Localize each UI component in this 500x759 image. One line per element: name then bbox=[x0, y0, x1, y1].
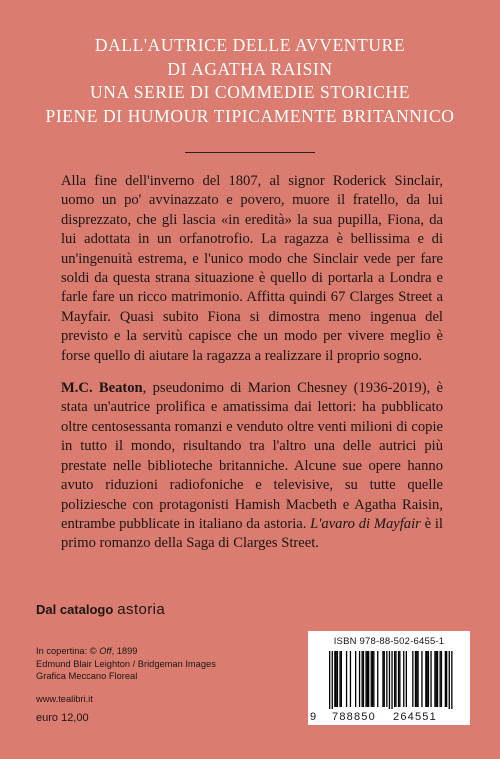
barcode-bar bbox=[329, 651, 330, 709]
cover-credit-prefix: In copertina: © bbox=[36, 646, 100, 656]
cover-credits bbox=[36, 645, 216, 705]
barcode-bar bbox=[446, 651, 447, 707]
artist-credit: Edmund Blair Leighton / Bridgeman Images bbox=[36, 658, 216, 669]
barcode-bar bbox=[373, 651, 374, 707]
barcode-bar bbox=[394, 651, 395, 707]
barcode-bar bbox=[341, 651, 342, 707]
ean-first-digit: 9 bbox=[310, 711, 318, 723]
publisher-logo: astoria bbox=[117, 601, 166, 618]
barcode-bar bbox=[430, 651, 431, 707]
catalog-line bbox=[36, 601, 165, 618]
author-name: M.C. Beaton bbox=[61, 380, 143, 397]
barcode-bar bbox=[384, 651, 385, 707]
barcode-bar bbox=[416, 651, 417, 707]
barcode-bar bbox=[415, 651, 416, 707]
series-tagline bbox=[0, 34, 500, 128]
barcode-bar bbox=[368, 651, 369, 707]
barcode-bar bbox=[382, 651, 383, 707]
barcode-bar bbox=[451, 651, 452, 709]
author-bio-paragraph bbox=[61, 379, 443, 554]
barcode-bar bbox=[421, 651, 422, 707]
barcode-bar bbox=[363, 651, 364, 707]
barcode-bar bbox=[371, 651, 372, 707]
barcode-bar bbox=[359, 651, 360, 707]
barcode-bar bbox=[355, 651, 356, 707]
barcode-bar bbox=[332, 651, 333, 709]
tagline-line-3: UNA SERIE DI COMMEDIE STORICHE bbox=[89, 82, 411, 102]
barcode-bar bbox=[412, 651, 413, 707]
barcode-bar bbox=[398, 651, 399, 707]
barcode-bar bbox=[334, 651, 335, 707]
ean-left-digits: 788850 bbox=[332, 711, 376, 723]
barcode-bar bbox=[441, 651, 442, 707]
tagline-line-2: DI AGATHA RAISIN bbox=[167, 58, 333, 79]
barcode-bar bbox=[389, 651, 390, 709]
tagline-line-1: DALL'AUTRICE DELLE AVVENTURE bbox=[94, 35, 406, 55]
barcode-bar bbox=[346, 651, 347, 707]
barcode-bar bbox=[395, 651, 396, 707]
synopsis-paragraph: Alla fine dell'inverno del 1807, al signor Roderick Sinclair, uomo un po' avvinazzato e povero, muore il fratello, da lui disprezzato, che gli lascia «in eredità» la sua pupilla, Fiona, da lui adottata in un orfanotrofio. La ragazza è bellissima e di un'ingenuità estrema, e l'unico modo che Sinclair vede per fare soldi da questa strana situazione è quello di portarla a Londra e farle fare un ricco matrimonio. Affitta quindi 67 Clarges Street a Mayfair. Quasi subito Fiona si dimostra meno ingenua del previsto e la servitù capisce che un modo per vivere meglio è forse quello di aiutare la ragazza a realizzare il proprio sogno. bbox=[61, 173, 443, 364]
isbn-text: ISBN 978-88-502-6455-1 bbox=[333, 636, 445, 647]
barcode-bar bbox=[339, 651, 340, 707]
barcode-bar bbox=[434, 651, 435, 707]
barcode-bar bbox=[372, 651, 373, 707]
barcode-bar bbox=[425, 651, 426, 707]
barcode-bar bbox=[417, 651, 418, 707]
bio-text-2: è il primo romanzo della Saga di Clarges Street. bbox=[61, 515, 443, 552]
cover-artwork-year: , 1899 bbox=[111, 646, 138, 656]
barcode-bar bbox=[437, 651, 438, 707]
barcode-bar bbox=[365, 651, 366, 707]
ean-right-digits: 264551 bbox=[393, 711, 437, 723]
cover-artwork-title: Off bbox=[99, 646, 112, 656]
barcode-bar bbox=[386, 651, 387, 707]
barcode-bar bbox=[391, 651, 392, 709]
price-label: euro 12,00 bbox=[36, 712, 89, 724]
ean-barcode bbox=[322, 651, 456, 709]
cover-credit-line bbox=[36, 645, 216, 658]
barcode-panel bbox=[308, 631, 470, 725]
barcode-bar bbox=[377, 651, 378, 707]
barcode-bar bbox=[436, 651, 437, 707]
catalog-label: Dal catalogo bbox=[36, 602, 114, 617]
barcode-bar bbox=[399, 651, 400, 707]
barcode-bar bbox=[440, 651, 441, 707]
barcode-bar bbox=[350, 651, 351, 707]
barcode-bar bbox=[362, 651, 363, 707]
divider-rule bbox=[185, 152, 315, 153]
publisher-website: www.tealibri.it bbox=[36, 693, 93, 704]
bio-text-1: , pseudonimo di Marion Chesney (1936-2019), è stata un'autrice prolifica e amatissima dai lettori: ha pubblicato oltre centosessanta romanzi e venduto oltre venti milioni di copie in tutto il mondo, risultando tra l'altro una delle autrici più prestate nelle biblioteche britanniche. Alcune sue opere hanno avuto riduzioni radiofoniche e televisive, su tutte quelle poliziesche con protagonisti Hamish Macbeth e Agatha Raisin, entrambe pubblicate in italiano da astoria. bbox=[61, 380, 443, 532]
back-cover-text bbox=[61, 172, 443, 554]
design-credit: Grafica Meccano Floreal bbox=[36, 671, 138, 681]
barcode-bar bbox=[336, 651, 337, 707]
barcode-bar bbox=[403, 651, 404, 707]
barcode-bar bbox=[445, 651, 446, 707]
barcode-bar bbox=[428, 651, 429, 707]
book-title: L'avaro di Mayfair bbox=[310, 515, 421, 532]
barcode-bar bbox=[406, 651, 407, 707]
barcode-bar bbox=[427, 651, 428, 707]
tagline-line-4: PIENE DI HUMOUR TIPICAMENTE BRITANNICO bbox=[45, 105, 455, 126]
barcode-bar bbox=[449, 651, 450, 709]
barcode-bar bbox=[337, 651, 338, 707]
barcode-bar bbox=[367, 651, 368, 707]
